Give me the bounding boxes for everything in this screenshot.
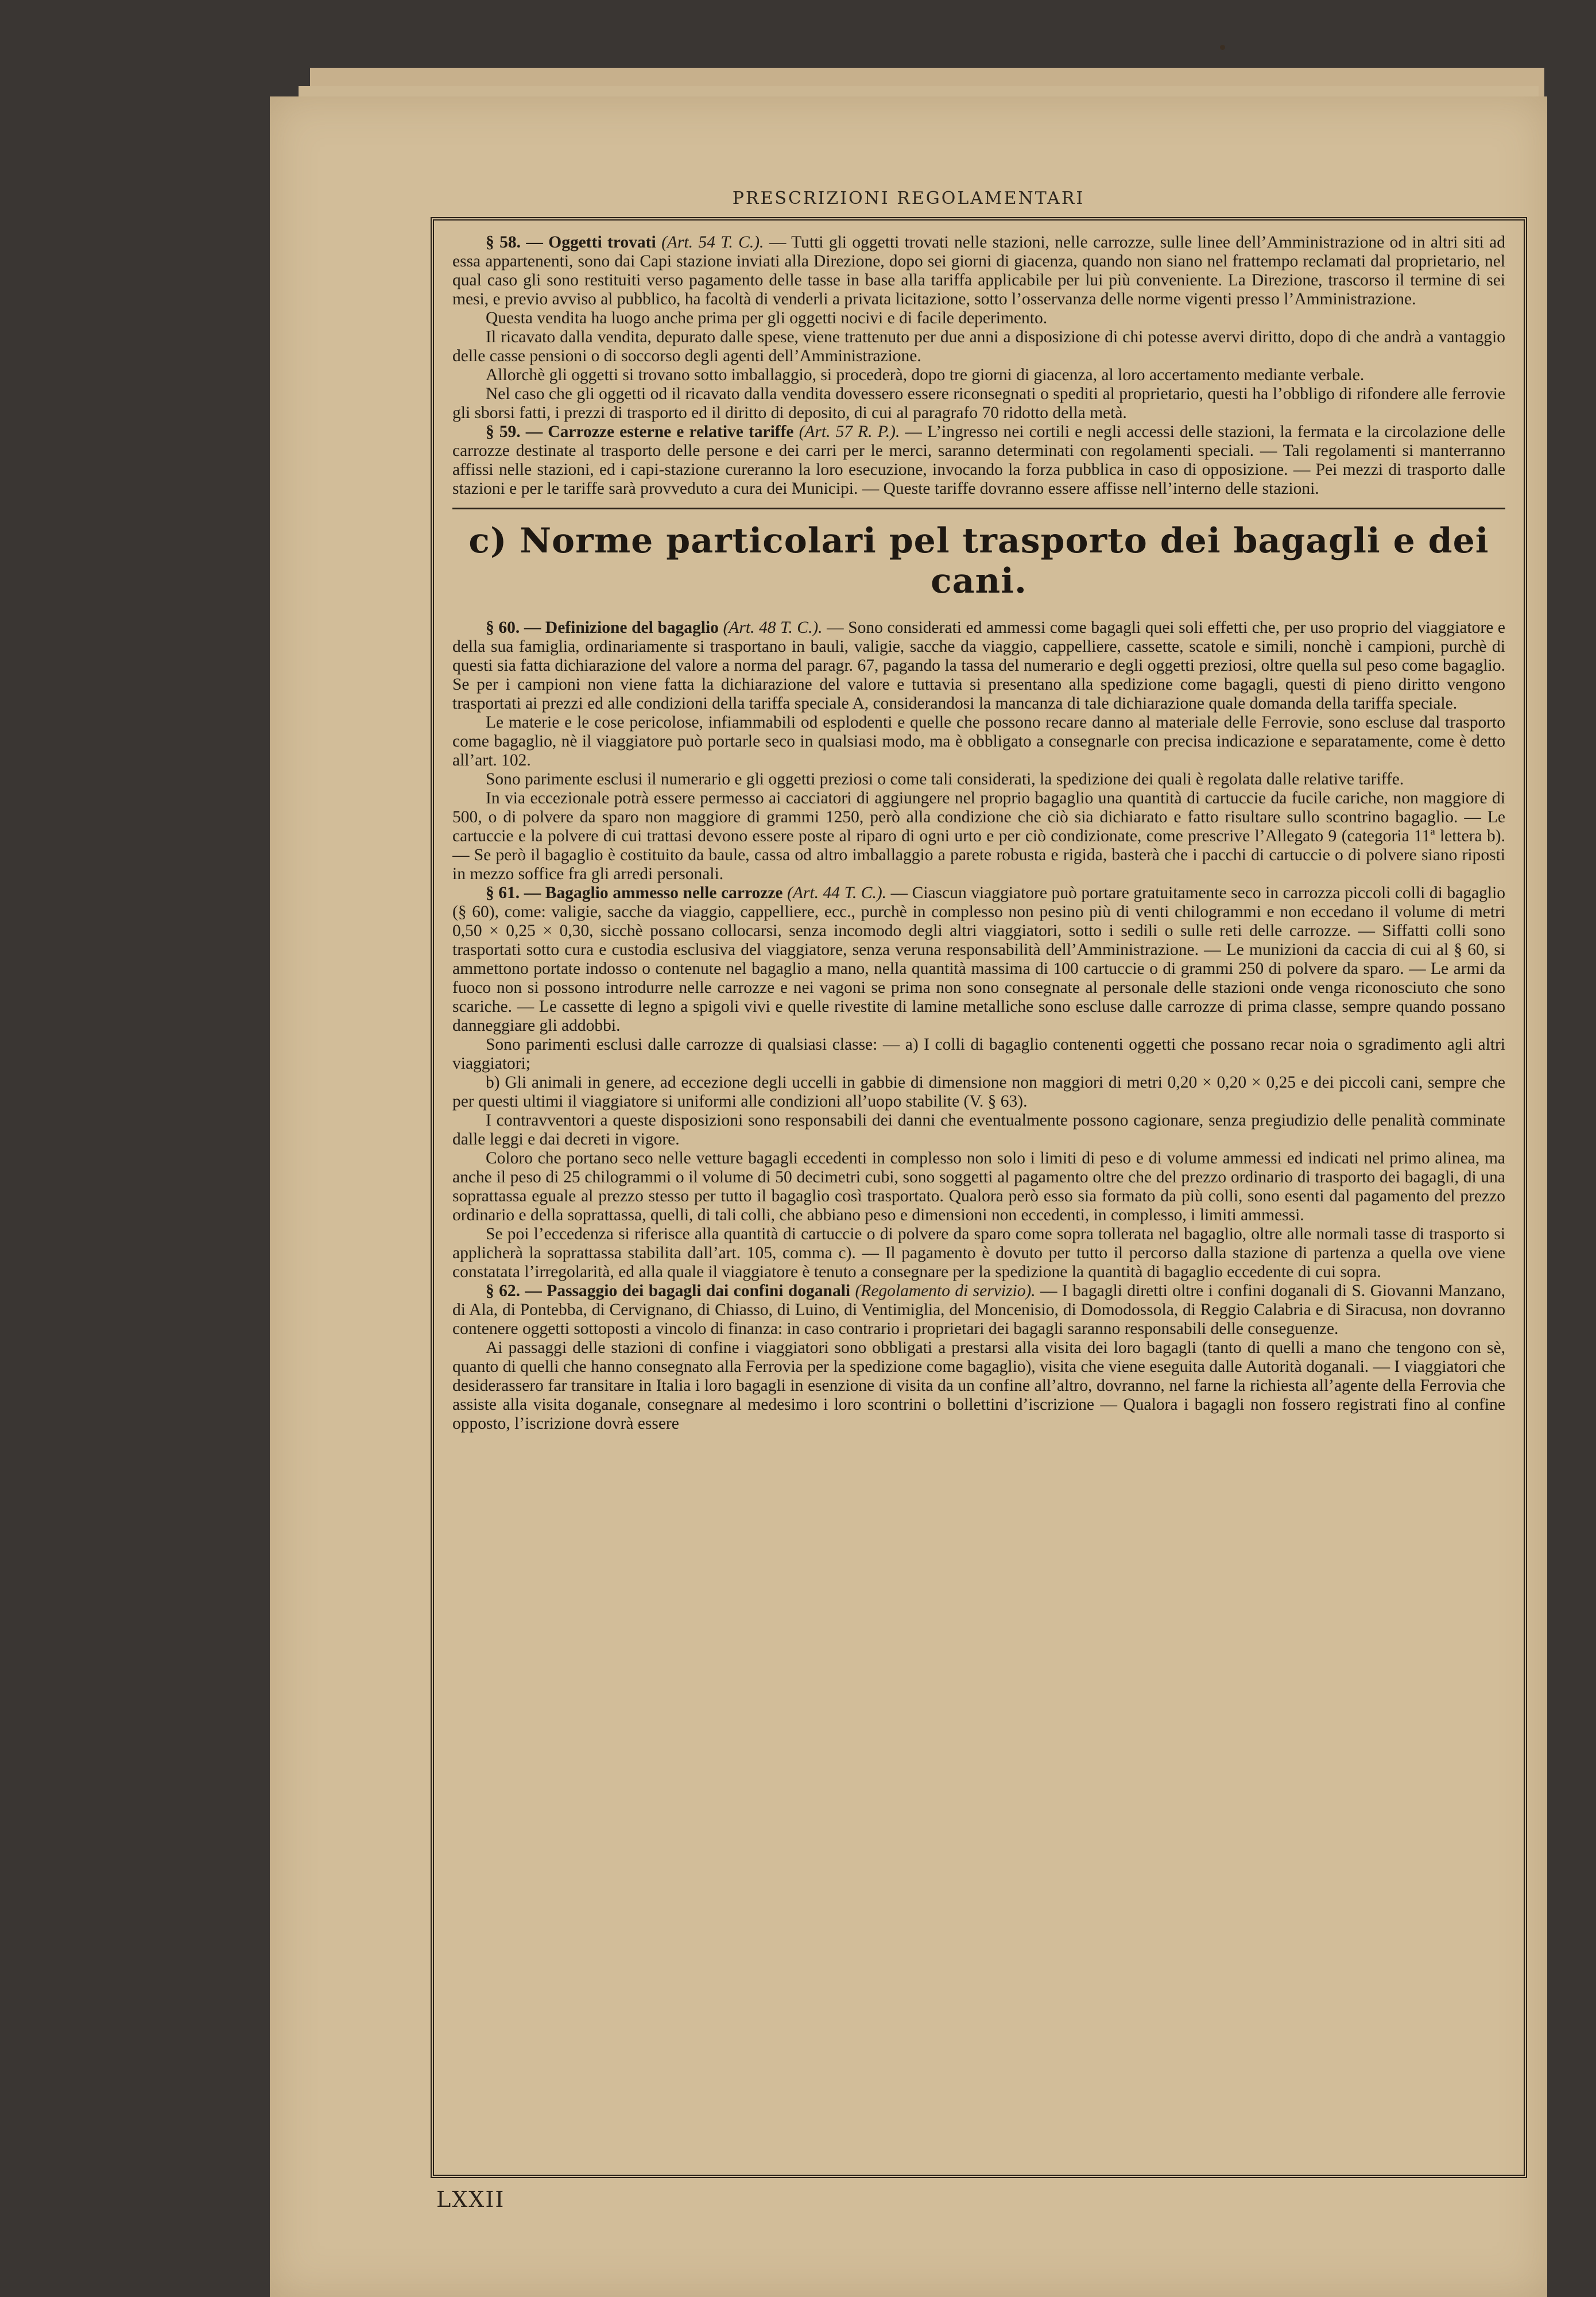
paragraph — [452, 1149, 1505, 1225]
paragraph-text: — Sono considerati ed ammessi come bagagli quei soli effetti che, per uso proprio del viaggiatore e della sua famiglia, ordinariamente si trasportano in bauli, valigie, sacche da viaggio, cappelliere, cassette, scatole e simili, nonchè i campioni, purchè di questi sia fatta dichiarazione del valore a norma del paragr. 67, pagando la tassa del numerario e degli oggetti preziosi, oltre quella sul peso come bagaglio. Se per i campioni non viene fatta la dichiarazione del valore e tuttavia si presentano alla spedizione come bagagli, questi di pieno diritto vengono trasportati ai prezzi ed alle condizioni della tariffa speciale A, considerandosi la mancanza di tale dichiarazione quale domanda della tariffa speciale. — [452, 618, 1505, 713]
paragraph — [452, 366, 1505, 385]
paragraph — [452, 884, 1505, 1035]
paragraph — [452, 789, 1505, 884]
paragraph — [452, 1111, 1505, 1149]
paragraph — [452, 770, 1505, 789]
section-heading: § 59. — Carrozze esterne e relative tariffe — [486, 423, 794, 441]
text-frame — [431, 217, 1527, 2178]
sections-bottom — [452, 618, 1505, 1433]
paragraph — [452, 328, 1505, 366]
paragraph — [452, 1073, 1505, 1111]
paragraph — [452, 1339, 1505, 1433]
article-reference: (Art. 57 R. P.). — [799, 423, 900, 441]
article-reference: (Art. 44 T. C.). — [787, 884, 887, 902]
paragraph-text: — Ciascun viaggiatore può portare gratuitamente seco in carrozza piccoli colli di bagaglio (§ 60), come: valigie, sacche da viaggio, cappelliere, ecc., purchè in complesso non pesino più di venti chilogrammi e non eccedano il volume di metri 0,50 × 0,25 × 0,30, sicchè possano collocarsi, senza incomodo degli altri viaggiatori, sotto i sedili o sulle reti delle carrozze. — Siffatti colli sono trasportati sotto cura e custodia esclusiva del viaggiatore, senza veruna responsabilità dell’Amministrazione. — Le munizioni da caccia di cui al § 60, si ammettono portate indosso o contenute nel bagaglio a mano, nella quantità massima di 100 cartuccie o di grammi 250 di polvere da sparo. — Le armi da fuoco non si possono introdurre nelle carrozze e nei vagoni se prima non sono consegnate al personale delle stazioni onde venga riconosciuto che sono scariche. — Le cassette di legno a spigoli vivi e quelle rivestite di lamine metalliche sono escluse dalle carrozze di prima classe, sempre quando possano danneggiare gli addobbi. — [452, 884, 1505, 1035]
section-heading: § 62. — Passaggio dei bagagli dai confini doganali — [486, 1282, 851, 1300]
article-reference: (Art. 48 T. C.). — [723, 618, 823, 637]
paragraph-text: — L’ingresso nei cortili e negli accessi delle stazioni, la fermata e la circolazione delle carrozze destinate al trasporto delle persone e dei carri per le merci, saranno determinati con regolamenti speciali. — Tali regolamenti si manterranno affissi nelle stazioni, ed i capi-stazione cureranno la loro esecuzione, invocando la forza pubblica in caso di opposizione. — Pei mezzi di trasporto dalle stazioni e per le tariffe sarà provveduto a cura dei Municipi. — Queste tariffe dovranno essere affisse nell’interno delle stazioni. — [452, 423, 1505, 498]
paragraph — [452, 309, 1505, 328]
paragraph-text: b) Gli animali in genere, ad eccezione degli uccelli in gabbie di dimensione non maggiori di metri 0,20 × 0,20 × 0,25 e dei piccoli cani, sempre che per questi ultimi il viaggiatore si uniformi alle condizioni all’uopo stabilite (V. § 63). — [452, 1073, 1505, 1111]
paragraph-text: Coloro che portano seco nelle vetture bagagli eccedenti in complesso non solo i limiti di peso e di volume ammessi ed indicati nel primo alinea, ma anche il peso di 25 chilogrammi o il volume di 50 decimetri cubi, sono soggetti al pagamento oltre che del prezzo ordinario di trasporto dei bagagli, di una soprattassa eguale al prezzo stesso per tutto il bagaglio così trasportato. Qualora però esso sia formato da più colli, sono esenti dal pagamento del prezzo ordinario e della soprattassa, quelli, di tali colli, che abbiano peso e dimensioni non eccedenti, in complesso, i limiti ammessi. — [452, 1149, 1505, 1224]
paragraph-text: Sono parimenti esclusi dalle carrozze di qualsiasi classe: — a) I colli di bagaglio contenenti oggetti che possano recar noia o sgradimento agli altri viaggiatori; — [452, 1035, 1505, 1073]
paragraph-text: Allorchè gli oggetti si trovano sotto imballaggio, si procederà, dopo tre giorni di giacenza, al loro accertamento mediante verbale. — [486, 366, 1365, 384]
paragraph-text: Nel caso che gli oggetti od il ricavato dalla vendita dovessero essere riconsegnati o spediti al proprietario, questi ha l’obbligo di rifondere alle ferrovie gli sborsi fatti, i prezzi di trasporto ed il diritto di deposito, di cui al paragrafo 70 ridotto della metà. — [452, 385, 1505, 422]
ink-spot — [1220, 45, 1225, 50]
paragraph — [452, 713, 1505, 770]
paragraph — [452, 1035, 1505, 1073]
section-heading: § 61. — Bagaglio ammesso nelle carrozze — [486, 884, 783, 902]
paragraph — [452, 1225, 1505, 1282]
paragraph-text: In via eccezionale potrà essere permesso ai cacciatori di aggiungere nel proprio bagaglio una quantità di cartuccie da fucile cariche, non maggiore di 500, o di polvere da sparo non maggiore di grammi 1250, però alla condizione che ciò sia dichiarato e fatto risultare sullo scontrino bagaglio. — Le cartuccie e la polvere di cui trattasi devono essere poste al riparo di ogni urto e per ciò condizionate, come prescrive l’Allegato 9 (categoria 11ª lettera b). — Se però il bagaglio è costituito da baule, cassa od altro imballaggio a parete robusta e rigida, basterà che i pacchi di cartuccie o di polvere siano riposti in mezzo soffice fra gli arredi personali. — [452, 789, 1505, 883]
paragraph-text: Il ricavato dalla vendita, depurato dalle spese, viene trattenuto per due anni a disposizione di chi potesse avervi diritto, dopo di che andrà a vantaggio delle casse pensioni o di soccorso degli agenti dell’Amministrazione. — [452, 328, 1505, 365]
page-number: LXXII — [436, 2187, 505, 2212]
section-divider — [452, 508, 1505, 509]
article-reference: (Art. 54 T. C.). — [661, 233, 764, 252]
paragraph-text: Le materie e le cose pericolose, infiammabili od esplodenti e quelle che possono recare danno al materiale delle Ferrovie, sono escluse dal trasporto come bagaglio, nè il viaggiatore può portarle seco in qualsiasi modo, ma è obbligato a consegnarle con precisa indicazione e separatamente, come è detto all’art. 102. — [452, 713, 1505, 769]
paragraph-text: I contravventori a queste disposizioni sono responsabili dei danni che eventualmente possono cagionare, senza pregiudizio delle penalità comminate dalle leggi e dai decreti in vigore. — [452, 1111, 1505, 1148]
paragraph — [452, 1282, 1505, 1339]
paragraph — [452, 423, 1505, 498]
paragraph-text: Questa vendita ha luogo anche prima per gli oggetti nocivi e di facile deperimento. — [486, 309, 1048, 327]
paragraph-text: — Tutti gli oggetti trovati nelle stazioni, nelle carrozze, sulle linee dell’Amministrazione od in altri siti ad essa appartenenti, sono dai Capi stazione inviati alla Direzione, dopo sei giorni di giacenza, quando non siano nel frattempo reclamati dal proprietario, nel qual caso gli sono restituiti verso pagamento delle tasse in base alla tariffa applicabile per lui più conveniente. La Direzione, trascorso il termine di sei mesi, e previo avviso al pubblico, ha facoltà di venderli a privata licitazione, sotto l’osservanza delle norme vigenti presso l’Amministrazione. — [452, 233, 1505, 308]
book-page — [270, 96, 1547, 2297]
paragraph — [452, 618, 1505, 713]
paragraph — [452, 385, 1505, 423]
paragraph-text: Se poi l’eccedenza si riferisce alla quantità di cartuccie o di polvere da sparo come sopra tollerata nel bagaglio, oltre alle normali tasse di trasporto si applicherà la soprattassa stabilita dall’art. 105, comma c). — Il pagamento è dovuto per tutto il percorso dalla stazione di partenza a quella ove viene constatata l’irregolarità, ed alla quale il viaggiatore è tenuto a consegnare per la spedizione la quantità di bagaglio eccedente di cui sopra. — [452, 1225, 1505, 1281]
paragraph — [452, 233, 1505, 309]
chapter-subheading: c) Norme particolari pel trasporto dei bagagli e dei cani. — [468, 521, 1489, 601]
section-heading: § 60. — Definizione del bagaglio — [486, 618, 719, 637]
section-heading: § 58. — Oggetti trovati — [486, 233, 656, 252]
paragraph-text: — I bagagli diretti oltre i confini doganali di S. Giovanni Manzano, di Ala, di Pontebba, di Cervignano, di Chiasso, di Luino, di Ventimiglia, del Moncenisio, di Domodossola, di Reggio Calabria e di Siracusa, non dovranno contenere oggetti sottoposti a vincolo di finanza: in caso contrario i proprietari dei bagagli saranno responsabili delle conseguenze. — [452, 1282, 1505, 1338]
sections-top — [452, 233, 1505, 498]
page-content — [452, 233, 1505, 2163]
running-title: PRESCRIZIONI REGOLAMENTARI — [732, 188, 1085, 208]
paragraph-text: Sono parimente esclusi il numerario e gli oggetti preziosi o come tali considerati, la spedizione dei quali è regolata dalle relative tariffe. — [486, 770, 1404, 788]
paragraph-text: Ai passaggi delle stazioni di confine i viaggiatori sono obbligati a prestarsi alla visita dei loro bagagli (tanto di quelli a mano che tengono con sè, quanto di quelli che hanno consegnato alla Ferrovia per la spedizione come bagaglio), visita che viene eseguita dalle Autorità doganali. — I viaggiatori che desiderassero far transitare in Italia i loro bagagli in esenzione di visita da un confine all’altro, dovranno, nel farne la richiesta all’agente della Ferrovia che assiste alla visita doganale, consegnare al medesimo i loro scontrini o bollettini d’iscrizione — Qualora i bagagli non fossero registrati fino al confine opposto, l’iscrizione dovrà essere — [452, 1339, 1505, 1433]
article-reference: (Regolamento di servizio). — [855, 1282, 1036, 1300]
